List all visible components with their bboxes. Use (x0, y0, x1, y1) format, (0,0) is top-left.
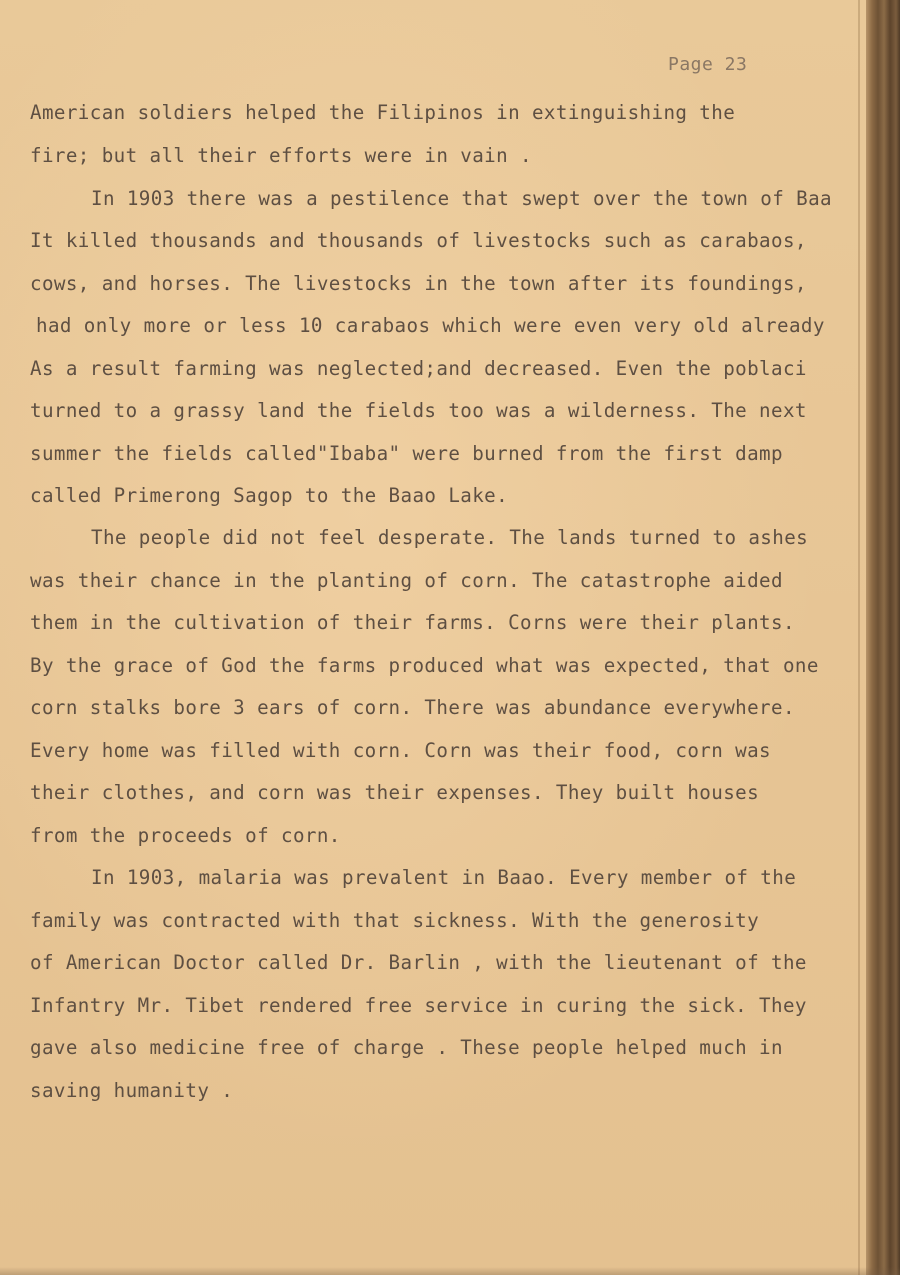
text-line: Every home was filled with corn. Corn was their food, corn was (30, 739, 772, 762)
text-line: of American Doctor called Dr. Barlin , with the lieutenant of the (30, 951, 807, 974)
text-line: As a result farming was neglected;and decreased. Even the poblaci (30, 357, 807, 380)
text-line: their clothes, and corn was their expenses. They built houses (30, 781, 760, 804)
scan-bottom-edge (0, 1267, 900, 1275)
text-line: called Primerong Sagop to the Baao Lake. (30, 484, 509, 507)
text-line: summer the fields called"Ibaba" were burned from the first damp (30, 442, 783, 465)
text-line: Infantry Mr. Tibet rendered free service in curing the sick. They (30, 994, 807, 1017)
text-line: fire; but all their efforts were in vain . (30, 144, 532, 167)
page-number: Page 23 (668, 54, 748, 75)
text-line: them in the cultivation of their farms. Corns were their plants. (30, 611, 795, 634)
text-line: In 1903, malaria was prevalent in Baao. Every member of the (91, 866, 797, 889)
text-line: turned to a grassy land the fields too was a wilderness. The next (30, 399, 807, 422)
text-line: In 1903 there was a pestilence that swept over the town of Baa (91, 187, 833, 210)
text-line: saving humanity . (30, 1079, 234, 1102)
text-line: family was contracted with that sickness. With the generosity (30, 909, 760, 932)
text-line: By the grace of God the farms produced what was expected, that one (30, 654, 819, 677)
text-line: was their chance in the planting of corn. The catastrophe aided (30, 569, 783, 592)
text-line: The people did not feel desperate. The lands turned to ashes (91, 526, 809, 549)
text-line: corn stalks bore 3 ears of corn. There was abundance everywhere. (30, 696, 795, 719)
text-line: It killed thousands and thousands of livestocks such as carabaos, (30, 229, 807, 252)
book-binding-edge (866, 0, 900, 1275)
text-line: American soldiers helped the Filipinos in extinguishing the (30, 101, 736, 124)
text-line: from the proceeds of corn. (30, 824, 341, 847)
text-line: cows, and horses. The livestocks in the town after its foundings, (30, 272, 807, 295)
text-line: had only more or less 10 carabaos which were even very old already (36, 314, 825, 337)
text-line: gave also medicine free of charge . These people helped much in (30, 1036, 783, 1059)
